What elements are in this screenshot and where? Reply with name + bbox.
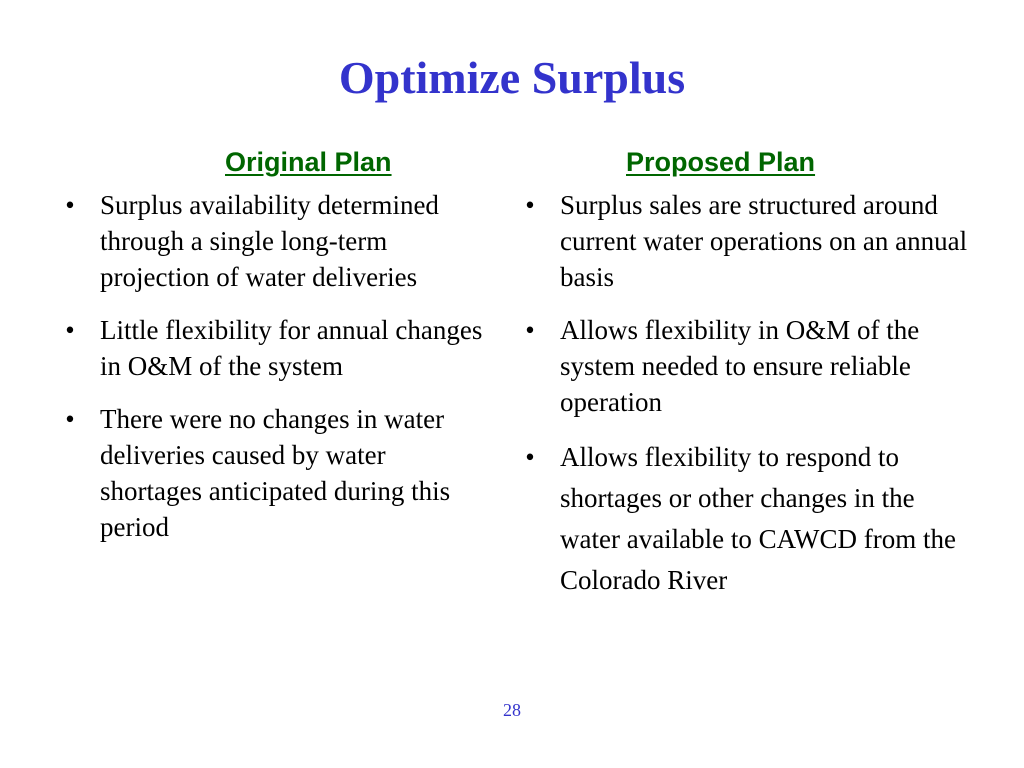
proposed-plan-list	[520, 187, 975, 601]
bullet-icon: •	[525, 315, 535, 345]
bullet-icon: •	[65, 190, 75, 220]
original-plan-list	[60, 187, 490, 545]
bullet-text: There were no changes in water deliveries caused by water shortages anticipated during this period	[100, 404, 451, 542]
bullet-text: Surplus availability determined through a single long-term projection of water deliveries	[100, 190, 439, 292]
page-number: 28	[503, 700, 521, 720]
bullet-text: Allows flexibility to respond to shortages or other changes in the water available to CAWCD from the Colorado River	[560, 442, 956, 595]
proposed-plan-column	[520, 142, 975, 618]
list-item	[60, 312, 490, 384]
list-item	[520, 437, 975, 601]
bullet-icon: •	[525, 442, 535, 472]
bullet-text: Little flexibility for annual changes in O&M of the system	[100, 315, 483, 381]
list-item	[60, 401, 490, 545]
bullet-icon: •	[65, 315, 75, 345]
original-plan-heading: Original Plan	[225, 147, 392, 177]
bullet-text: Allows flexibility in O&M of the system needed to ensure reliable operation	[560, 315, 920, 417]
original-plan-column	[60, 142, 490, 562]
list-item	[520, 187, 975, 295]
bullet-text: Surplus sales are structured around current water operations on an annual basis	[560, 190, 968, 292]
bullet-icon: •	[525, 190, 535, 220]
list-item	[60, 187, 490, 295]
slide-title: Optimize Surplus	[338, 52, 686, 103]
list-item	[520, 312, 975, 420]
bullet-icon: •	[65, 404, 75, 434]
proposed-plan-heading: Proposed Plan	[626, 147, 816, 177]
